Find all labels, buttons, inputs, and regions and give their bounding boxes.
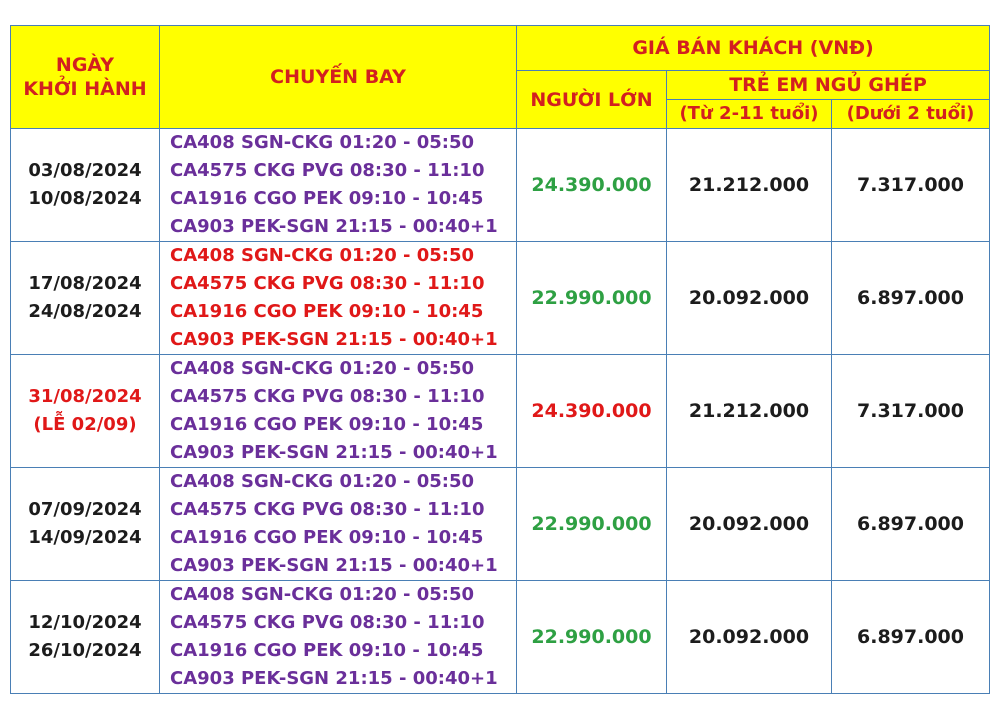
header-child-group: TRẺ EM NGỦ GHÉP [667, 71, 990, 100]
flight-line: CA903 PEK-SGN 21:15 - 00:40+1 [170, 216, 498, 237]
flight-line: CA1916 CGO PEK 09:10 - 10:45 [170, 527, 484, 548]
departure-dates [11, 242, 160, 355]
flight-line: CA903 PEK-SGN 21:15 - 00:40+1 [170, 555, 498, 576]
header-date-line-1: NGÀY [55, 54, 115, 76]
child-price: 21.212.000 [667, 355, 832, 468]
table-row [11, 581, 990, 694]
flight-line: CA408 SGN-CKG 01:20 - 05:50 [170, 245, 475, 266]
adult-price: 24.390.000 [517, 355, 667, 468]
child-price: 20.092.000 [667, 468, 832, 581]
departure-dates [11, 129, 160, 242]
header-child-age: (Từ 2-11 tuổi) [667, 100, 832, 129]
flight-line: CA903 PEK-SGN 21:15 - 00:40+1 [170, 329, 498, 350]
flight-line: CA408 SGN-CKG 01:20 - 05:50 [170, 358, 475, 379]
flight-list [160, 355, 517, 468]
infant-price: 7.317.000 [832, 355, 990, 468]
flight-line: CA1916 CGO PEK 09:10 - 10:45 [170, 640, 484, 661]
flight-line: CA4575 CKG PVG 08:30 - 11:10 [170, 273, 485, 294]
header-departure-date [11, 26, 160, 129]
child-price: 20.092.000 [667, 242, 832, 355]
date-line: 10/08/2024 [28, 188, 142, 209]
child-price: 21.212.000 [667, 129, 832, 242]
flight-line: CA4575 CKG PVG 08:30 - 11:10 [170, 386, 485, 407]
header-price-group: GIÁ BÁN KHÁCH (VNĐ) [517, 26, 990, 71]
adult-price: 24.390.000 [517, 129, 667, 242]
flight-line: CA1916 CGO PEK 09:10 - 10:45 [170, 414, 484, 435]
departure-dates [11, 581, 160, 694]
holiday-note: (LỄ 02/09) [33, 414, 137, 435]
flight-line: CA903 PEK-SGN 21:15 - 00:40+1 [170, 668, 498, 689]
adult-price: 22.990.000 [517, 468, 667, 581]
adult-price: 22.990.000 [517, 581, 667, 694]
date-line: 03/08/2024 [28, 160, 142, 181]
date-line: 26/10/2024 [28, 640, 142, 661]
flight-list [160, 581, 517, 694]
header-infant-age: (Dưới 2 tuổi) [832, 100, 990, 129]
child-price: 20.092.000 [667, 581, 832, 694]
flight-line: CA408 SGN-CKG 01:20 - 05:50 [170, 584, 475, 605]
flight-list [160, 242, 517, 355]
flight-line: CA903 PEK-SGN 21:15 - 00:40+1 [170, 442, 498, 463]
infant-price: 6.897.000 [832, 242, 990, 355]
flight-line: CA4575 CKG PVG 08:30 - 11:10 [170, 499, 485, 520]
flight-line: CA1916 CGO PEK 09:10 - 10:45 [170, 188, 484, 209]
header-date-line-2: KHỞI HÀNH [23, 78, 147, 100]
date-line: 17/08/2024 [28, 273, 142, 294]
table-row [11, 242, 990, 355]
table-row [11, 129, 990, 242]
header-flight: CHUYẾN BAY [160, 26, 517, 129]
flight-list [160, 468, 517, 581]
date-line: 14/09/2024 [28, 527, 142, 548]
table-row [11, 468, 990, 581]
flight-line: CA4575 CKG PVG 08:30 - 11:10 [170, 160, 485, 181]
date-line: 31/08/2024 [28, 386, 142, 407]
header-adult: NGƯỜI LỚN [517, 71, 667, 129]
price-table [10, 25, 990, 694]
infant-price: 6.897.000 [832, 581, 990, 694]
table-row [11, 355, 990, 468]
flight-line: CA4575 CKG PVG 08:30 - 11:10 [170, 612, 485, 633]
departure-dates [11, 468, 160, 581]
infant-price: 6.897.000 [832, 468, 990, 581]
flight-list [160, 129, 517, 242]
flight-line: CA408 SGN-CKG 01:20 - 05:50 [170, 471, 475, 492]
flight-line: CA408 SGN-CKG 01:20 - 05:50 [170, 132, 475, 153]
date-line: 12/10/2024 [28, 612, 142, 633]
infant-price: 7.317.000 [832, 129, 990, 242]
departure-dates [11, 355, 160, 468]
date-line: 24/08/2024 [28, 301, 142, 322]
date-line: 07/09/2024 [28, 499, 142, 520]
adult-price: 22.990.000 [517, 242, 667, 355]
flight-line: CA1916 CGO PEK 09:10 - 10:45 [170, 301, 484, 322]
